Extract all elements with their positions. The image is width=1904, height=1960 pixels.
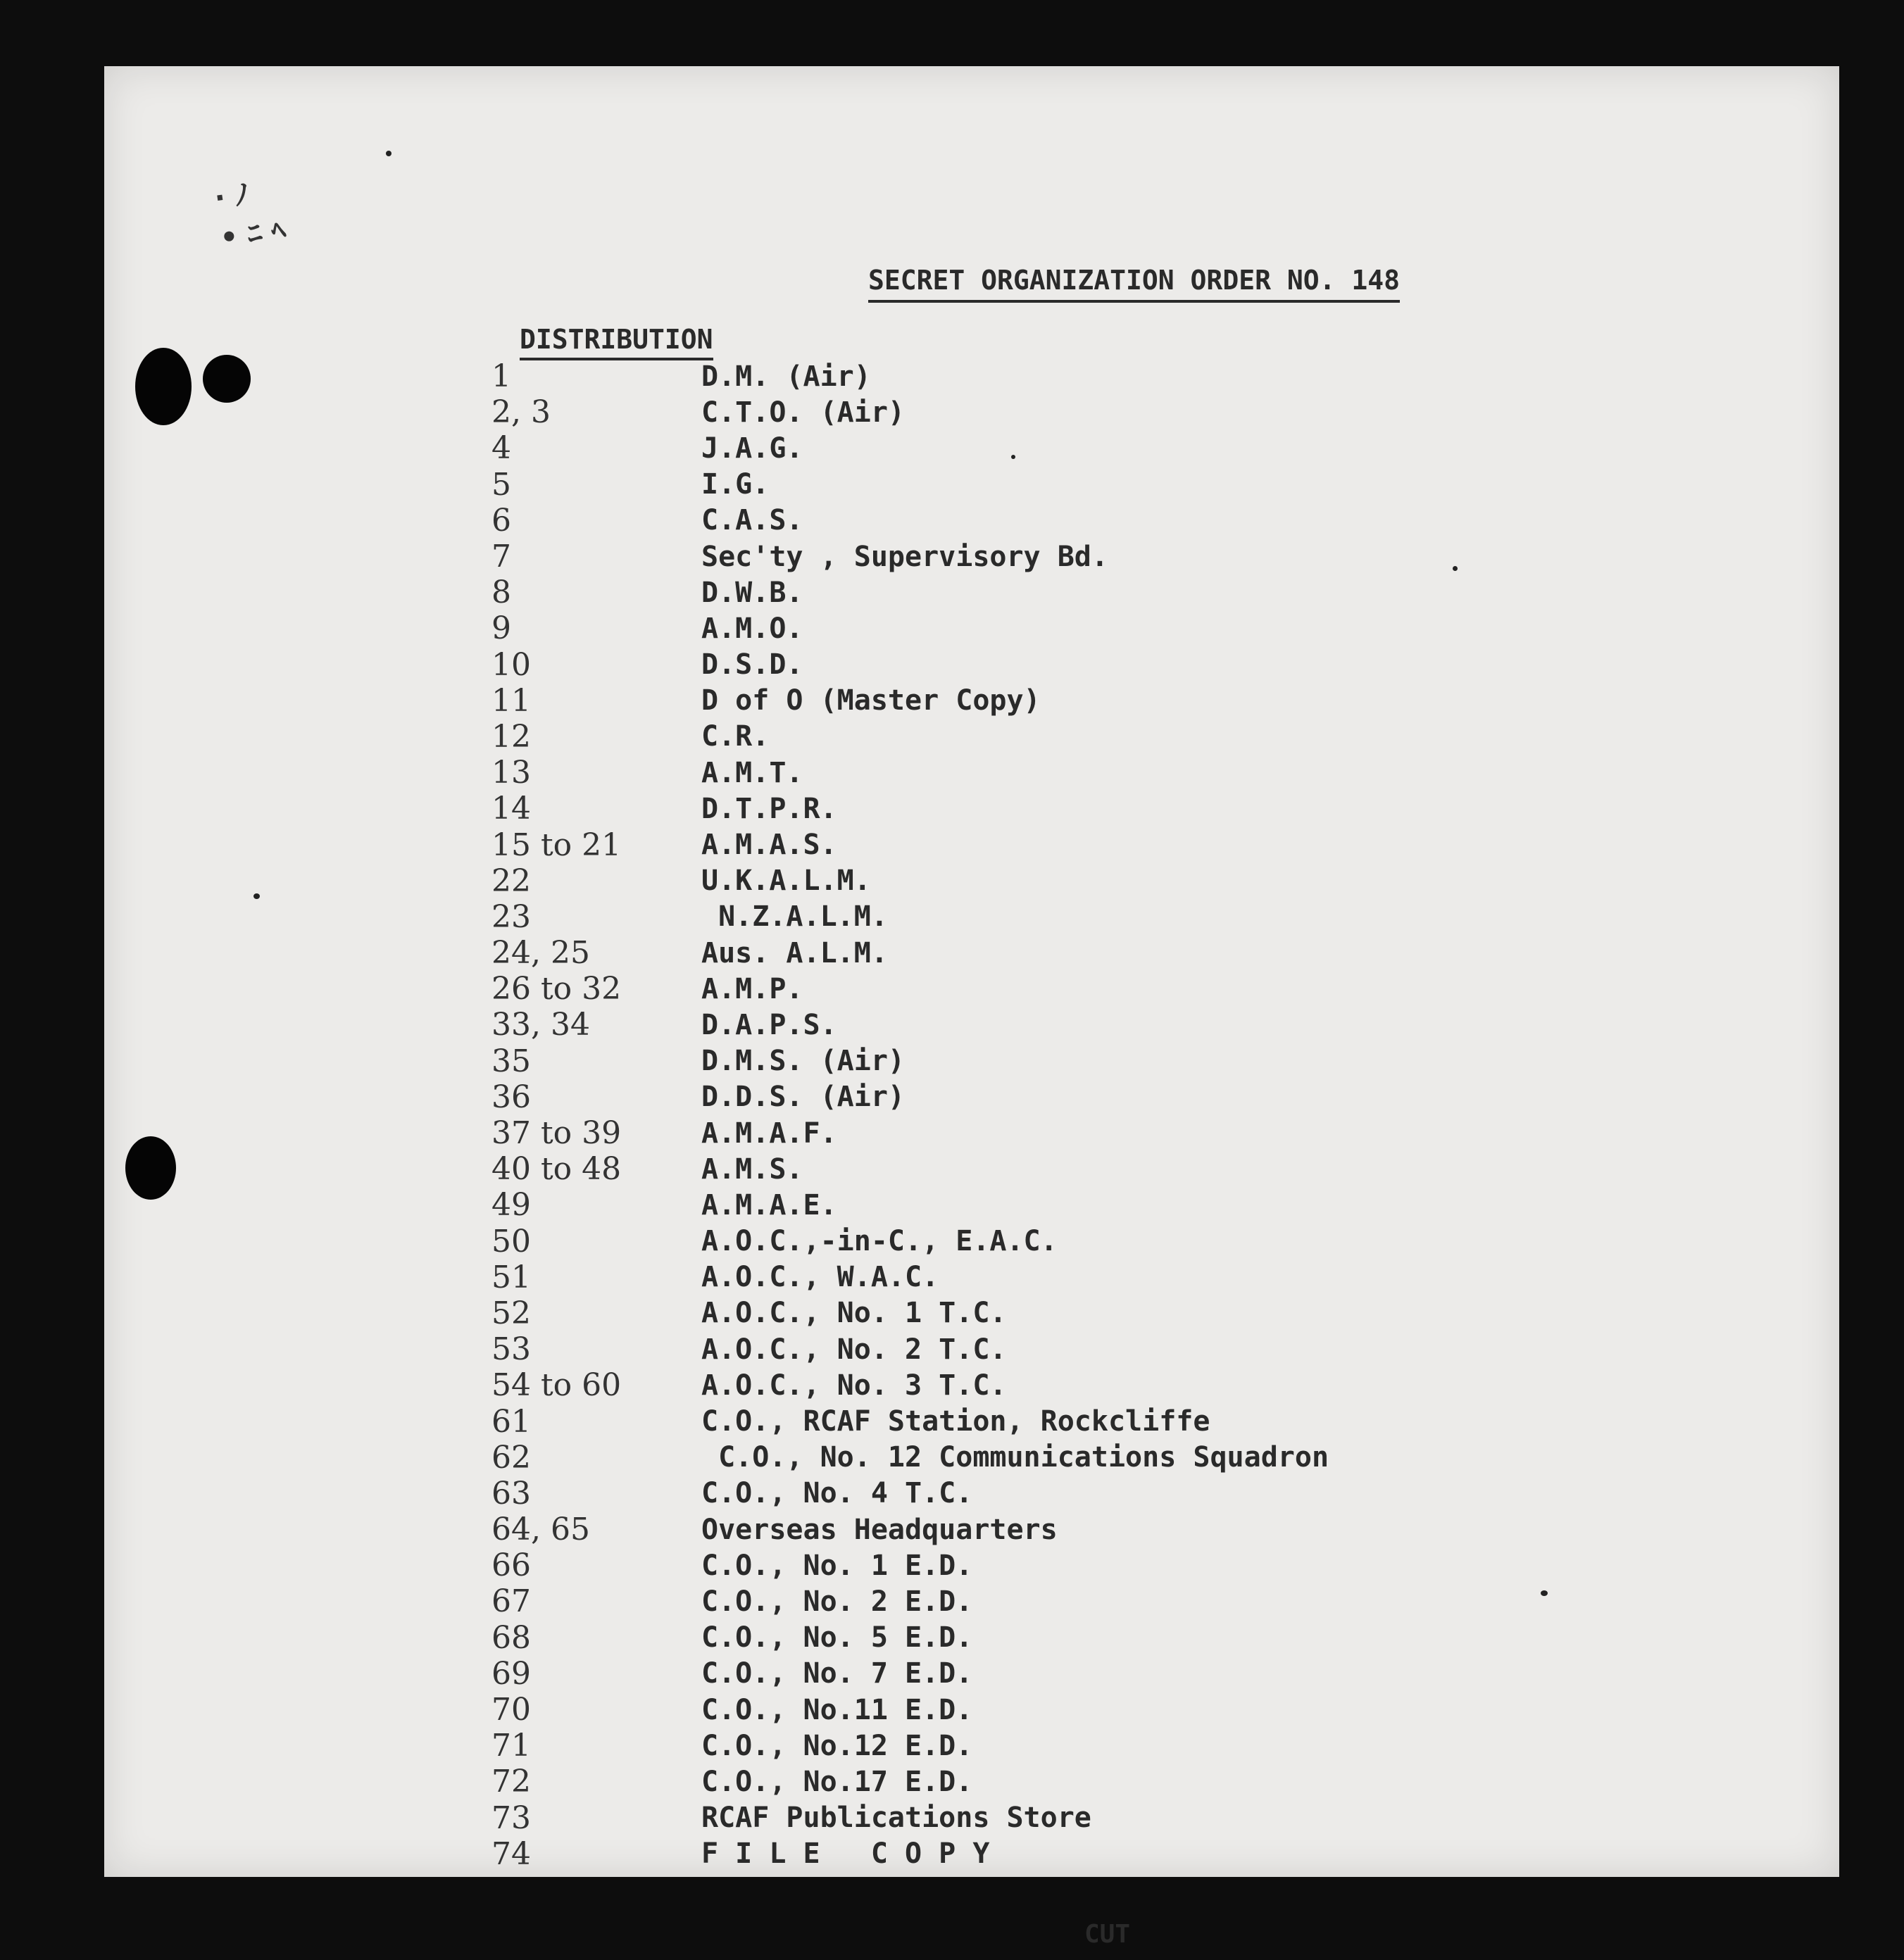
recipient: C.O., No. 4 T.C. <box>701 1477 973 1510</box>
recipient: C.O., No.12 E.D. <box>701 1729 973 1762</box>
recipient: C.O., No. 5 E.D. <box>701 1621 973 1654</box>
distribution-row <box>491 1079 1329 1115</box>
recipient: D.T.P.R. <box>701 792 837 825</box>
recipient: D.M. (Air) <box>701 360 871 393</box>
recipient: D of O (Master Copy) <box>701 684 1041 717</box>
recipient: C.T.O. (Air) <box>701 396 905 429</box>
punch-hole-middle <box>125 1136 176 1200</box>
recipient: C.R. <box>701 720 770 753</box>
copy-number: 11 <box>491 682 531 719</box>
footer-cut-label: CUT <box>1084 1920 1131 1949</box>
distribution-row <box>491 971 1329 1007</box>
copy-number: 37 to 39 <box>491 1115 622 1152</box>
punch-hole-top-right <box>203 355 251 403</box>
copy-number: 54 to 60 <box>491 1367 622 1404</box>
recipient: A.O.C., No. 3 T.C. <box>701 1369 1007 1402</box>
recipient: A.M.A.F. <box>701 1117 837 1150</box>
distribution-row <box>491 827 1329 862</box>
copy-number: 67 <box>491 1583 531 1620</box>
copy-number: 72 <box>491 1764 531 1800</box>
recipient: A.M.P. <box>701 972 803 1005</box>
distribution-row <box>491 1836 1329 1872</box>
distribution-row <box>491 1620 1329 1656</box>
copy-number: 40 to 48 <box>491 1151 622 1188</box>
recipient: D.S.D. <box>701 648 803 681</box>
copy-number: 10 <box>491 646 531 683</box>
copy-number: 70 <box>491 1692 531 1728</box>
distribution-row <box>491 358 1329 394</box>
recipient: D.D.S. (Air) <box>701 1081 905 1114</box>
recipient: F I L E C O P Y <box>701 1837 990 1871</box>
recipient: C.O., No. 2 E.D. <box>701 1585 973 1618</box>
distribution-row <box>491 863 1329 899</box>
copy-number: 68 <box>491 1619 531 1656</box>
copy-number: 74 <box>491 1835 531 1872</box>
copy-number: 33, 34 <box>491 1007 590 1043</box>
distribution-row <box>491 1151 1329 1187</box>
copy-number: 9 <box>491 610 511 647</box>
distribution-row <box>491 1043 1329 1079</box>
recipient: A.O.C., W.A.C. <box>701 1261 939 1294</box>
speck <box>1453 566 1458 571</box>
distribution-row <box>491 899 1329 935</box>
distribution-row <box>491 1224 1329 1259</box>
recipient: D.M.S. (Air) <box>701 1045 905 1078</box>
distribution-row <box>491 1800 1329 1836</box>
recipient: Overseas Headquarters <box>701 1513 1058 1546</box>
copy-number: 12 <box>491 718 531 755</box>
copy-number: 66 <box>491 1547 531 1584</box>
copy-number: 35 <box>491 1043 531 1079</box>
copy-number: 24, 25 <box>491 935 590 972</box>
distribution-row <box>491 1187 1329 1223</box>
distribution-row <box>491 1692 1329 1728</box>
copy-number: 22 <box>491 862 531 899</box>
copy-number: 4 <box>491 430 511 467</box>
distribution-row <box>491 467 1329 503</box>
distribution-row <box>491 394 1329 430</box>
recipient: RCAF Publications Store <box>701 1802 1091 1835</box>
recipient: C.O., No. 12 Communications Squadron <box>701 1441 1329 1474</box>
distribution-row <box>491 1331 1329 1367</box>
recipient: D.W.B. <box>701 576 803 609</box>
copy-number: 15 to 21 <box>491 827 622 863</box>
distribution-row <box>491 539 1329 574</box>
distribution-row <box>491 683 1329 719</box>
copy-number: 73 <box>491 1799 531 1836</box>
distribution-row <box>491 791 1329 827</box>
copy-number: 26 to 32 <box>491 971 622 1007</box>
recipient: U.K.A.L.M. <box>701 865 871 898</box>
distribution-row <box>491 503 1329 539</box>
document-title: SECRET ORGANIZATION ORDER NO. 148 <box>868 262 1400 303</box>
recipient: D.A.P.S. <box>701 1008 837 1041</box>
recipient: C.O., No. 7 E.D. <box>701 1657 973 1690</box>
distribution-row <box>491 1656 1329 1692</box>
distribution-heading: DISTRIBUTION <box>520 321 713 360</box>
recipient: C.O., No.11 E.D. <box>701 1693 973 1726</box>
copy-number: 23 <box>491 898 531 935</box>
copy-number: 51 <box>491 1259 531 1295</box>
recipient: C.A.S. <box>701 504 803 537</box>
recipient: N.Z.A.L.M. <box>701 900 888 934</box>
distribution-row <box>491 1583 1329 1619</box>
distribution-row <box>491 755 1329 791</box>
recipient: A.M.T. <box>701 756 803 789</box>
recipient: J.A.G. <box>701 432 803 465</box>
distribution-row <box>491 1547 1329 1583</box>
distribution-row <box>491 935 1329 971</box>
distribution-row <box>491 1007 1329 1043</box>
distribution-row <box>491 1115 1329 1151</box>
copy-number: 7 <box>491 539 511 575</box>
copy-number: 6 <box>491 502 511 539</box>
recipient: C.O., No. 1 E.D. <box>701 1549 973 1582</box>
recipient: I.G. <box>701 468 770 501</box>
distribution-row <box>491 1476 1329 1512</box>
copy-number: 69 <box>491 1655 531 1692</box>
distribution-row <box>491 610 1329 646</box>
document-page <box>104 66 1839 1949</box>
copy-number: 63 <box>491 1475 531 1512</box>
recipient: A.M.O. <box>701 612 803 645</box>
distribution-row <box>491 719 1329 755</box>
distribution-row <box>491 1728 1329 1764</box>
distribution-row <box>491 1764 1329 1799</box>
punch-hole-top-left <box>135 348 192 425</box>
distribution-row <box>491 647 1329 683</box>
recipient: A.M.A.E. <box>701 1188 837 1221</box>
copy-number: 71 <box>491 1728 531 1764</box>
copy-number: 52 <box>491 1295 531 1331</box>
recipient: C.O., RCAF Station, Rockcliffe <box>701 1405 1210 1438</box>
recipient: A.O.C., No. 1 T.C. <box>701 1297 1007 1330</box>
recipient: A.M.S. <box>701 1152 803 1186</box>
distribution-row <box>491 1295 1329 1331</box>
copy-number: 8 <box>491 574 511 611</box>
copy-number: 5 <box>491 466 511 503</box>
recipient: Sec'ty , Supervisory Bd. <box>701 540 1108 573</box>
copy-number: 1 <box>491 358 511 395</box>
copy-number: 49 <box>491 1187 531 1224</box>
speck <box>1541 1590 1548 1596</box>
speck <box>253 893 260 899</box>
copy-number: 13 <box>491 755 531 791</box>
distribution-row <box>491 1440 1329 1476</box>
distribution-row <box>491 1367 1329 1403</box>
recipient: Aus. A.L.M. <box>701 936 888 969</box>
copy-number: 14 <box>491 791 531 827</box>
copy-number: 64, 65 <box>491 1512 590 1548</box>
distribution-row <box>491 1259 1329 1295</box>
recipient: A.O.C.,-in-C., E.A.C. <box>701 1225 1058 1258</box>
handwritten-mark: · ﾉ • ﾆ ﾍ <box>212 178 288 255</box>
distribution-list <box>491 358 1329 1872</box>
distribution-row <box>491 430 1329 466</box>
speck <box>386 151 392 156</box>
distribution-row <box>491 574 1329 610</box>
copy-number: 53 <box>491 1331 531 1368</box>
distribution-row <box>491 1512 1329 1547</box>
copy-number: 62 <box>491 1439 531 1476</box>
copy-number: 2, 3 <box>491 394 551 431</box>
copy-number: 61 <box>491 1403 531 1440</box>
copy-number: 36 <box>491 1079 531 1115</box>
recipient: A.O.C., No. 2 T.C. <box>701 1333 1007 1366</box>
copy-number: 50 <box>491 1223 531 1259</box>
distribution-row <box>491 1403 1329 1439</box>
recipient: A.M.A.S. <box>701 829 837 862</box>
recipient: C.O., No.17 E.D. <box>701 1765 973 1798</box>
